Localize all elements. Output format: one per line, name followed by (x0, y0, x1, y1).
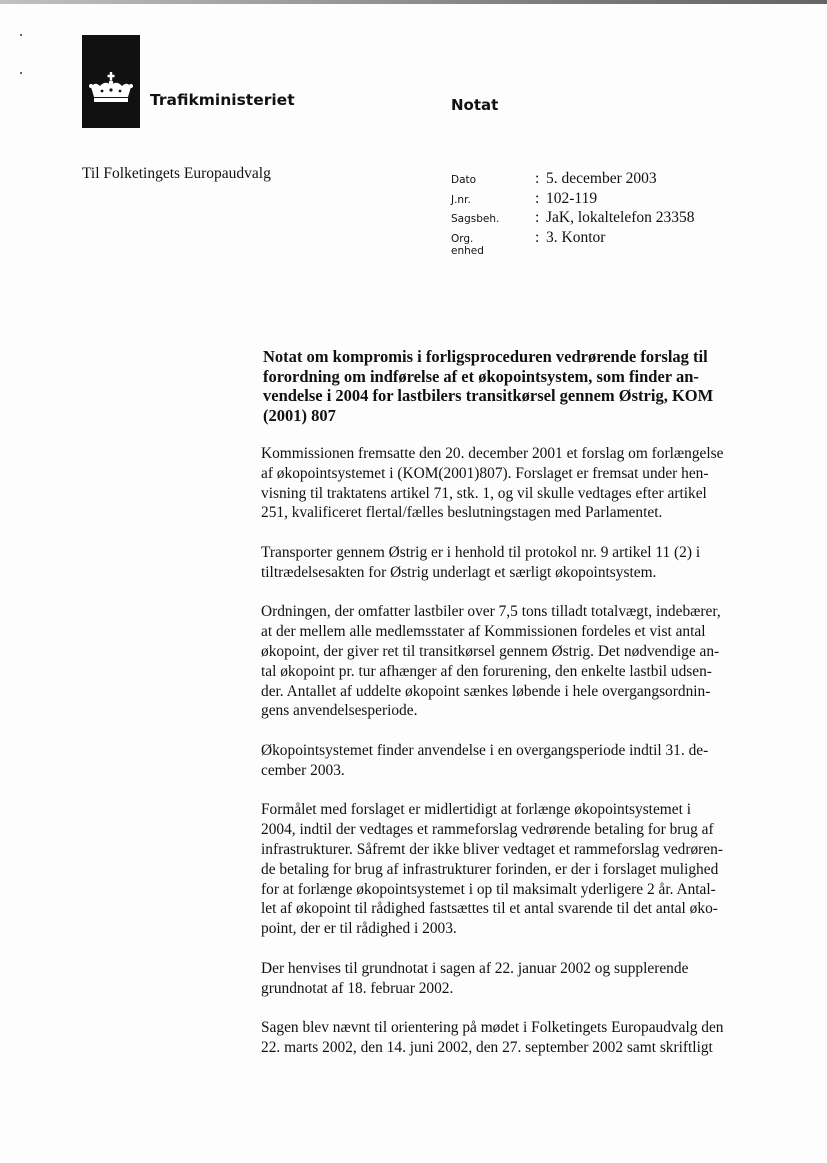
text-line: tiltrædelsesakten for Østrig underlagt et særligt økopointsystem. (261, 563, 657, 581)
text-line: tal økopoint pr. tur afhænger af den forurening, den enkelte lastbil udsen- (261, 662, 712, 680)
crown-logo (82, 35, 140, 128)
text-line: Transporter gennem Østrig er i henhold til protokol nr. 9 artikel 11 (2) i (261, 543, 701, 561)
text-line: Sagen blev nævnt til orientering på mødet i Folketingets Europaudvalg den (261, 1019, 724, 1037)
text-line: Formålet med forslaget er midlertidigt at forlænge økopointsystemet i (261, 801, 691, 819)
text-line: grundnotat af 18. februar 2002. (261, 979, 454, 997)
paragraph (261, 444, 751, 523)
text-line: de betaling for brug af infrastrukturer forinden, er der i forslaget mulighed (261, 860, 719, 878)
meta-label: J.nr. (451, 193, 471, 206)
meta-value: 102-119 (546, 189, 598, 207)
meta-value: JaK, lokaltelefon 23358 (546, 209, 695, 226)
text-line: let af økopoint til rådighed fastsættes til et antal svarende til det antal øko- (261, 900, 718, 918)
text-line: 22. marts 2002, den 14. juni 2002, den 27. september 2002 samt skriftligt (261, 1038, 713, 1056)
text-line: Økopointsystemet finder anvendelse i en overgangsperiode indtil 31. de- (261, 741, 709, 759)
text-line: økopoint, der giver ret til transitkørsel gennem Østrig. Det nødvendige an- (261, 642, 720, 660)
meta-colon: : (535, 209, 540, 226)
text-line: 251, kvalificeret flertal/fælles beslutningstagen med Parlamentet. (261, 504, 663, 522)
paragraph (261, 543, 751, 583)
text-line: gens anvendelsesperiode. (261, 702, 418, 720)
paragraph (261, 800, 751, 939)
text-line: Der henvises til grundnotat i sagen af 22. januar 2002 og supplerende (261, 959, 689, 977)
text-line: Kommissionen fremsatte den 20. december 2001 et forslag om forlængelse (261, 445, 724, 462)
text-line: af økopointsystemet i (KOM(2001)807). Forslaget er fremsat under hen- (261, 464, 709, 482)
meta-colon: : (535, 228, 540, 246)
paragraph (261, 959, 751, 999)
paragraph (261, 1018, 751, 1058)
text-line: 2004, indtil der vedtages et rammeforslag vedrørende betaling for brug af (261, 821, 714, 839)
heading-line: forordning om indførelse af et økopointsystem, som finder an- (263, 366, 699, 386)
scan-top-edge (0, 0, 827, 4)
text-line: cember 2003. (261, 761, 345, 779)
meta-value: 5. december 2003 (546, 170, 657, 187)
document-body (261, 444, 751, 1078)
meta-label: Dato (451, 174, 477, 186)
text-line: der. Antallet af uddelte økopoint sænkes løbende i hele overgangsordnin- (261, 682, 711, 700)
paragraph (261, 602, 751, 721)
meta-value: 3. Kontor (546, 228, 606, 246)
scan-speck (20, 72, 22, 74)
document-type: Notat (451, 96, 499, 114)
heading-line: Notat om kompromis i forligsproceduren vedrørende forslag til (263, 347, 708, 366)
heading-line: vendelse i 2004 for lastbilers transitkørsel gennem Østrig, KOM (263, 386, 714, 406)
recipient: Til Folketingets Europaudvalg (82, 165, 271, 182)
meta-colon: : (535, 189, 540, 207)
meta-label: Org. enhed (451, 232, 484, 257)
heading-line: (2001) 807 (263, 405, 336, 425)
text-line: point, der er til rådighed i 2003. (261, 920, 457, 938)
crown-icon (88, 71, 134, 103)
meta-label: Sagsbeh. (451, 213, 500, 225)
text-line: visning til traktatens artikel 71, stk. 1, og vil skulle vedtages efter artikel (261, 484, 707, 502)
paragraph (261, 741, 751, 781)
text-line: for at forlænge økopointsystemet i op til maksimalt yderligere 2 år. Antal- (261, 880, 716, 898)
ministry-name: Trafikministeriet (150, 91, 295, 109)
scan-speck (20, 34, 22, 36)
document-heading (263, 347, 748, 425)
text-line: at der mellem alle medlemsstater af Kommissionen fordeles et vist antal (261, 623, 706, 641)
meta-colon: : (535, 170, 540, 187)
text-line: infrastrukturer. Såfremt der ikke bliver vedtaget et rammeforslag vedrøren- (261, 840, 723, 858)
text-line: Ordningen, der omfatter lastbiler over 7,5 tons tilladt totalvægt, indebærer, (261, 603, 721, 621)
